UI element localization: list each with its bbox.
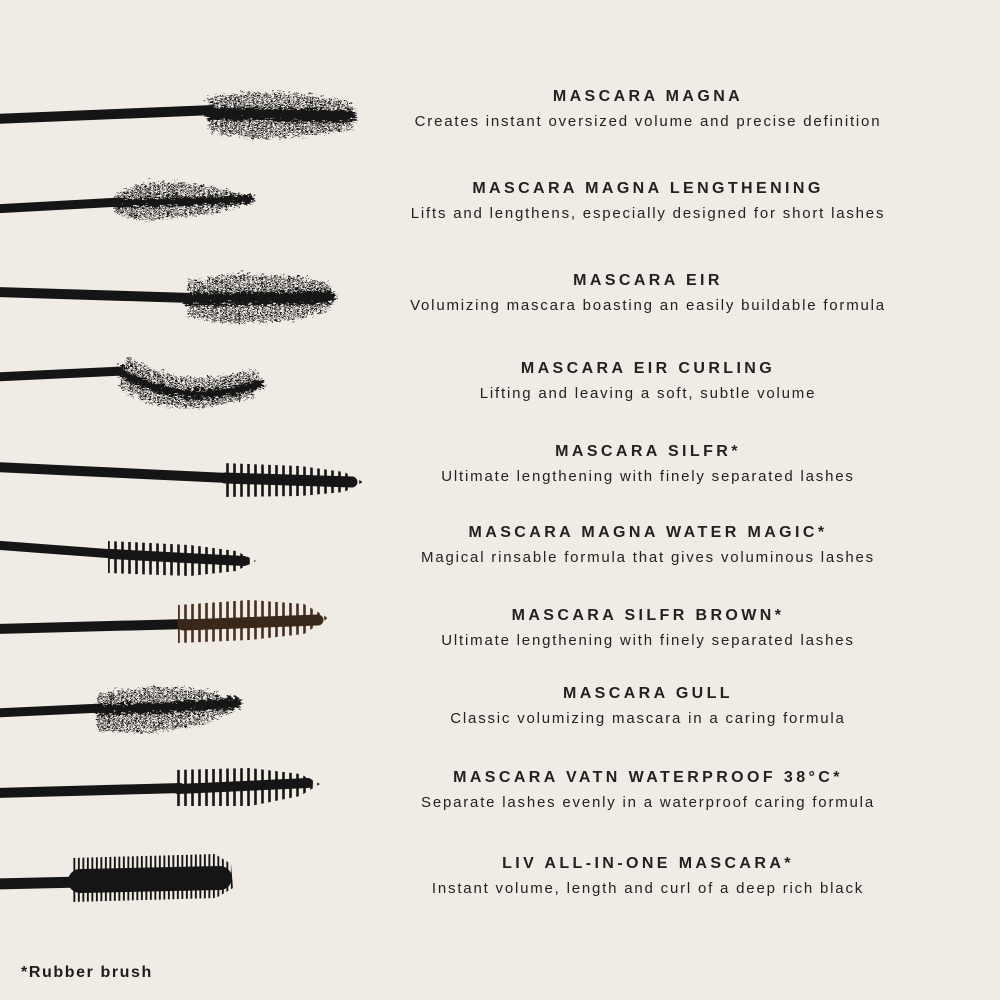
brush-head-fiber [110, 178, 256, 220]
brush-head-fiber [92, 682, 244, 732]
brush-head-curved [118, 369, 258, 392]
product-description: Lifting and leaving a soft, subtle volume [479, 385, 817, 402]
product-description: Volumizing mascara boasting an easily buildable formula [410, 297, 886, 314]
wand-rod [0, 545, 114, 554]
product-name: LIV ALL-IN-ONE MASCARA* [502, 855, 794, 872]
wand-mascara-eir [0, 270, 338, 324]
product-name: MASCARA MAGNA [552, 88, 744, 105]
product-row [330, 181, 966, 224]
brush-head-rubber-brown [176, 598, 332, 646]
product-description: Classic volumizing mascara in a caring formula [450, 710, 846, 727]
wand-rod [0, 708, 103, 713]
product-description: Magical rinsable formula that gives voluminous lashes [421, 549, 875, 566]
product-row [330, 89, 966, 132]
product-row [330, 770, 966, 813]
wand-liv-all-in-one [0, 852, 236, 904]
wand-mascara-eir-curling [0, 369, 258, 392]
wand-mascara-silfr [0, 460, 366, 500]
product-description: Ultimate lengthening with finely separated lashes [441, 632, 855, 649]
product-name: MASCARA SILFR* [555, 443, 741, 460]
product-name: MASCARA EIR CURLING [520, 360, 776, 377]
rubber-brush-footnote: *Rubber brush [21, 964, 153, 981]
product-name: MASCARA MAGNA WATER MAGIC* [468, 524, 828, 541]
product-description: Separate lashes evenly in a waterproof caring formula [421, 794, 875, 811]
wand-rod [0, 467, 228, 478]
product-description: Instant volume, length and curl of a deep rich black [431, 880, 865, 897]
brush-head-rubber [106, 538, 258, 578]
product-name: MASCARA MAGNA LENGTHENING [472, 180, 824, 197]
product-row [330, 444, 966, 487]
wand-mascara-gull [0, 682, 244, 732]
wand-mascara-silfr-brown [0, 598, 332, 646]
brush-head-rubber [172, 766, 322, 808]
product-description: Lifts and lengthens, especially designed for short lashes [410, 205, 886, 222]
product-name: MASCARA GULL [563, 685, 733, 702]
product-row [330, 608, 966, 651]
product-description: Creates instant oversized volume and precise definition [414, 113, 882, 130]
product-row [330, 525, 966, 568]
product-row [330, 361, 966, 404]
product-name: MASCARA EIR [573, 272, 723, 289]
wand-mascara-magna [0, 88, 359, 138]
product-name: MASCARA VATN WATERPROOF 38°C* [453, 769, 843, 786]
wand-rod [0, 110, 214, 119]
product-name: MASCARA SILFR BROWN* [511, 607, 785, 624]
wand-rod [0, 292, 192, 298]
wand-rod [0, 624, 188, 629]
brush-head-fiber [182, 270, 338, 324]
wand-mascara-magna-lengthening [0, 178, 256, 220]
wand-rod [0, 202, 121, 209]
wand-rod [0, 788, 182, 793]
wand-mascara-magna-water-magic [0, 538, 258, 578]
wand-rod [0, 371, 123, 377]
product-row [330, 273, 966, 316]
product-description: Ultimate lengthening with finely separated lashes [441, 468, 855, 485]
brush-head-rubber-thick [68, 852, 236, 904]
product-row [330, 686, 966, 729]
product-row [330, 856, 966, 899]
wand-mascara-vatn-waterproof [0, 766, 322, 808]
